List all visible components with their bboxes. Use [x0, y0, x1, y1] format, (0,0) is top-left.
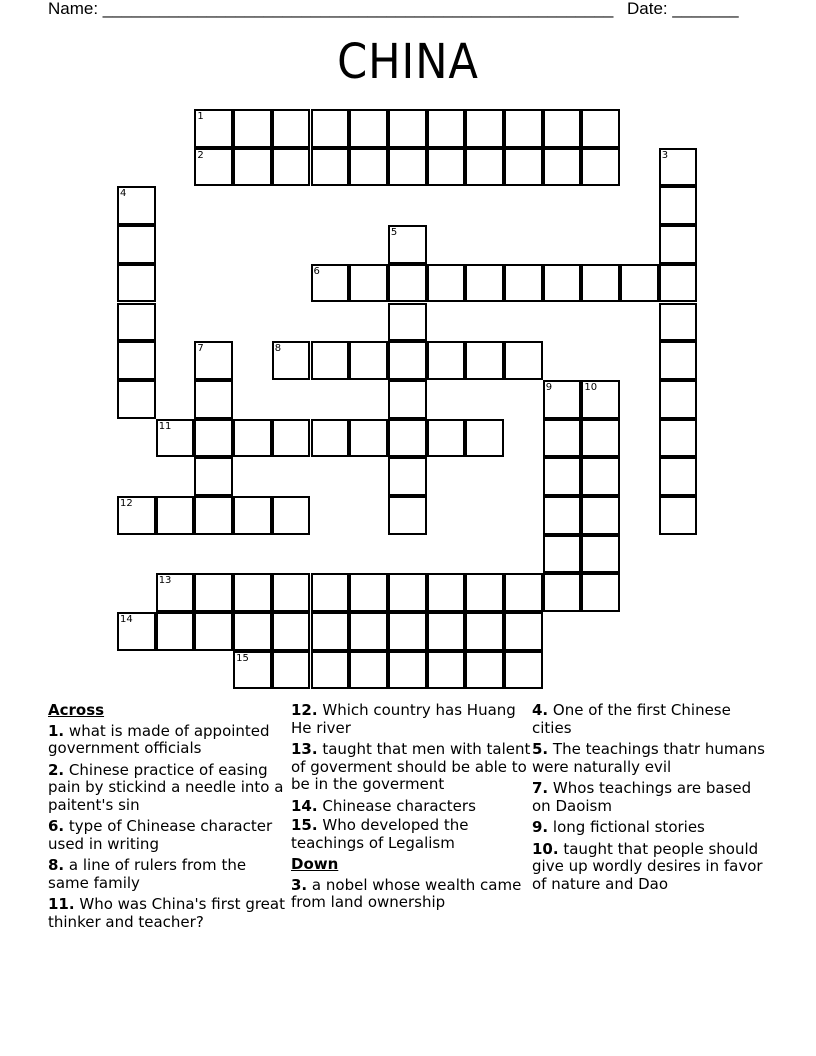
clue-down-5 [532, 741, 772, 776]
grid-cell[interactable] [117, 612, 156, 651]
cell-number: 8 [274, 343, 282, 355]
clue-number: 1. [48, 721, 65, 740]
grid-cell[interactable] [194, 573, 233, 612]
clue-text: Who developed the teachings of Legalism [291, 816, 469, 852]
grid-cell[interactable] [272, 109, 311, 148]
grid-cell[interactable] [156, 496, 195, 535]
grid-cell[interactable] [272, 496, 311, 535]
grid-cell[interactable] [465, 573, 504, 612]
cell-number: 12 [120, 498, 133, 509]
grid-cell[interactable] [543, 380, 582, 419]
clue-number: 3. [291, 875, 308, 894]
grid-cell[interactable] [388, 148, 427, 187]
cell-number: 11 [158, 420, 172, 432]
grid-cell[interactable] [194, 380, 233, 419]
clue-across-6 [48, 818, 288, 853]
grid-cell[interactable] [388, 380, 427, 419]
grid-cell[interactable] [233, 573, 272, 612]
grid-cell[interactable] [311, 148, 350, 187]
grid-cell[interactable] [156, 419, 195, 458]
grid-cell[interactable] [233, 496, 272, 535]
clue-text: One of the first Chinese cities [532, 701, 731, 737]
grid-cell[interactable] [543, 419, 582, 458]
clue-number: 8. [48, 856, 65, 874]
grid-cell[interactable] [543, 148, 582, 187]
clue-text: type of Chinease character used in writing [48, 817, 273, 853]
clue-number: 10. [532, 839, 559, 858]
grid-cell[interactable] [465, 341, 504, 380]
grid-cell[interactable] [659, 264, 698, 303]
grid-cell[interactable] [272, 651, 311, 690]
cell-number: 3 [661, 149, 669, 161]
grid-cell[interactable] [504, 109, 543, 148]
grid-cell[interactable] [427, 612, 466, 651]
grid-cell[interactable] [388, 612, 427, 651]
grid-cell[interactable] [388, 496, 427, 535]
grid-cell[interactable] [543, 264, 582, 303]
clue-text: Chinese practice of easing pain by stickind a needle into a paitent's sin [48, 760, 284, 814]
grid-cell[interactable] [543, 535, 582, 574]
grid-cell[interactable] [194, 612, 233, 651]
clue-across-1 [48, 723, 288, 758]
grid-cell[interactable] [117, 341, 156, 380]
grid-cell[interactable] [117, 380, 156, 419]
clue-number: 14. [291, 796, 318, 815]
grid-cell[interactable] [194, 496, 233, 535]
grid-cell[interactable] [427, 148, 466, 187]
grid-cell[interactable] [388, 303, 427, 342]
grid-cell[interactable] [388, 573, 427, 612]
cell-number: 2 [197, 149, 204, 161]
grid-cell[interactable] [233, 109, 272, 148]
grid-cell[interactable] [311, 612, 350, 651]
clue-text: taught that people should give up wordly desires in favor of nature and Dao [532, 839, 763, 893]
grid-cell[interactable] [543, 496, 582, 535]
clue-number: 2. [48, 760, 65, 779]
clue-number: 12. [291, 701, 318, 719]
cell-number: 6 [313, 265, 320, 277]
grid-cell[interactable] [233, 419, 272, 458]
grid-cell[interactable] [388, 264, 427, 303]
grid-cell[interactable] [272, 573, 311, 612]
grid-cell[interactable] [388, 109, 427, 148]
grid-cell[interactable] [465, 651, 504, 690]
grid-cell[interactable] [427, 341, 466, 380]
cell-number: 1 [197, 111, 204, 122]
grid-cell[interactable] [388, 341, 427, 380]
clue-across-12 [291, 702, 531, 737]
grid-cell[interactable] [194, 341, 233, 380]
grid-cell[interactable] [504, 651, 543, 690]
clue-text: taught that men with talent of goverment should be able to be in the goverment [291, 740, 531, 793]
clue-number: 6. [48, 817, 65, 835]
clue-text: what is made of appointed government officials [48, 721, 270, 757]
grid-cell[interactable] [427, 573, 466, 612]
clue-across-13 [291, 741, 531, 794]
grid-cell[interactable] [117, 225, 156, 264]
clue-down-4 [532, 702, 772, 737]
clue-text: The teachings thatr humans were naturally evil [532, 740, 765, 776]
down-heading: Down [291, 855, 339, 873]
grid-cell[interactable] [194, 109, 233, 148]
clue-number: 4. [532, 701, 549, 719]
cell-number: 15 [236, 652, 249, 664]
clue-across-11 [48, 896, 288, 931]
grid-cell[interactable] [581, 264, 620, 303]
grid-cell[interactable] [504, 573, 543, 612]
grid-cell[interactable] [349, 264, 388, 303]
clue-text: Which country has Huang He river [291, 701, 516, 737]
grid-cell[interactable] [349, 573, 388, 612]
grid-cell[interactable] [504, 148, 543, 187]
grid-cell[interactable] [311, 341, 350, 380]
clue-text: Chinease characters [322, 796, 476, 815]
grid-cell[interactable] [349, 651, 388, 690]
cell-number: 13 [158, 575, 172, 587]
grid-cell[interactable] [659, 225, 698, 264]
grid-cell[interactable] [311, 419, 350, 458]
grid-cell[interactable] [388, 225, 427, 264]
grid-cell[interactable] [427, 651, 466, 690]
clue-number: 15. [291, 816, 318, 834]
grid-cell[interactable] [659, 148, 698, 187]
grid-cell[interactable] [117, 264, 156, 303]
grid-cell[interactable] [427, 264, 466, 303]
cell-number: 4 [120, 188, 127, 200]
across-heading: Across [48, 701, 105, 719]
grid-cell[interactable] [659, 303, 698, 342]
clue-text: long fictional stories [552, 818, 705, 836]
clue-number: 11. [48, 895, 75, 913]
grid-cell[interactable] [581, 148, 620, 187]
clues-column-3 [532, 702, 772, 897]
clue-across-15 [291, 817, 531, 852]
clue-down-3 [291, 877, 531, 912]
grid-cell[interactable] [233, 148, 272, 187]
date-field-label: Date: _______ [627, 0, 739, 18]
clue-down-9 [532, 819, 772, 837]
clues-column-2 [291, 702, 531, 916]
cell-number: 14 [120, 614, 133, 626]
grid-cell[interactable] [581, 573, 620, 612]
grid-cell[interactable] [194, 148, 233, 187]
cell-number: 10 [584, 381, 598, 393]
grid-cell[interactable] [388, 457, 427, 496]
grid-cell[interactable] [620, 264, 659, 303]
clue-across-2 [48, 762, 288, 815]
grid-cell[interactable] [581, 419, 620, 458]
puzzle-title: CHINA [337, 34, 479, 90]
grid-cell[interactable] [272, 148, 311, 187]
grid-cell[interactable] [311, 264, 350, 303]
grid-cell[interactable] [194, 419, 233, 458]
clue-number: 13. [291, 740, 318, 758]
grid-cell[interactable] [659, 186, 698, 225]
clue-across-8 [48, 857, 288, 892]
clue-across-14 [291, 798, 531, 816]
grid-cell[interactable] [543, 109, 582, 148]
grid-cell[interactable] [349, 148, 388, 187]
grid-cell[interactable] [581, 496, 620, 535]
grid-cell[interactable] [504, 264, 543, 303]
grid-cell[interactable] [388, 651, 427, 690]
grid-cell[interactable] [349, 341, 388, 380]
grid-cell[interactable] [427, 419, 466, 458]
grid-cell[interactable] [465, 148, 504, 187]
cell-number: 9 [545, 381, 553, 393]
grid-cell[interactable] [117, 303, 156, 342]
cell-number: 5 [390, 227, 398, 239]
grid-cell[interactable] [272, 341, 311, 380]
grid-cell[interactable] [194, 457, 233, 496]
grid-cell[interactable] [427, 109, 466, 148]
grid-cell[interactable] [465, 109, 504, 148]
clues-column-1 [48, 702, 288, 935]
grid-cell[interactable] [659, 419, 698, 458]
clue-number: 7. [532, 779, 549, 797]
cell-number: 7 [197, 343, 204, 355]
grid-cell[interactable] [233, 651, 272, 690]
grid-cell[interactable] [311, 109, 350, 148]
grid-cell[interactable] [233, 612, 272, 651]
clue-text: a line of rulers from the same family [48, 856, 247, 892]
grid-cell[interactable] [659, 457, 698, 496]
grid-cell[interactable] [504, 612, 543, 651]
grid-cell[interactable] [659, 496, 698, 535]
grid-cell[interactable] [465, 419, 504, 458]
clue-text: a nobel whose wealth came from land ownership [291, 875, 522, 911]
grid-cell[interactable] [349, 419, 388, 458]
clue-text: Whos teachings are based on Daoism [532, 779, 752, 815]
clue-down-7 [532, 780, 772, 815]
grid-cell[interactable] [349, 109, 388, 148]
grid-cell[interactable] [465, 264, 504, 303]
clue-number: 5. [532, 740, 549, 758]
grid-cell[interactable] [659, 341, 698, 380]
grid-cell[interactable] [504, 341, 543, 380]
grid-cell[interactable] [659, 380, 698, 419]
clue-text: Who was China's first great thinker and teacher? [48, 895, 285, 931]
clue-number: 9. [532, 818, 549, 836]
grid-cell[interactable] [543, 457, 582, 496]
grid-cell[interactable] [117, 186, 156, 225]
grid-cell[interactable] [581, 109, 620, 148]
clue-down-10 [532, 841, 772, 894]
grid-cell[interactable] [156, 612, 195, 651]
grid-cell[interactable] [156, 573, 195, 612]
grid-cell[interactable] [465, 612, 504, 651]
grid-cell[interactable] [272, 612, 311, 651]
grid-cell[interactable] [581, 380, 620, 419]
grid-cell[interactable] [349, 612, 388, 651]
grid-cell[interactable] [311, 573, 350, 612]
grid-cell[interactable] [388, 419, 427, 458]
grid-cell[interactable] [543, 573, 582, 612]
grid-cell[interactable] [581, 457, 620, 496]
grid-cell[interactable] [117, 496, 156, 535]
grid-cell[interactable] [272, 419, 311, 458]
name-field-label: Name: ______________________________________________________ [48, 0, 614, 18]
grid-cell[interactable] [581, 535, 620, 574]
grid-cell[interactable] [311, 651, 350, 690]
